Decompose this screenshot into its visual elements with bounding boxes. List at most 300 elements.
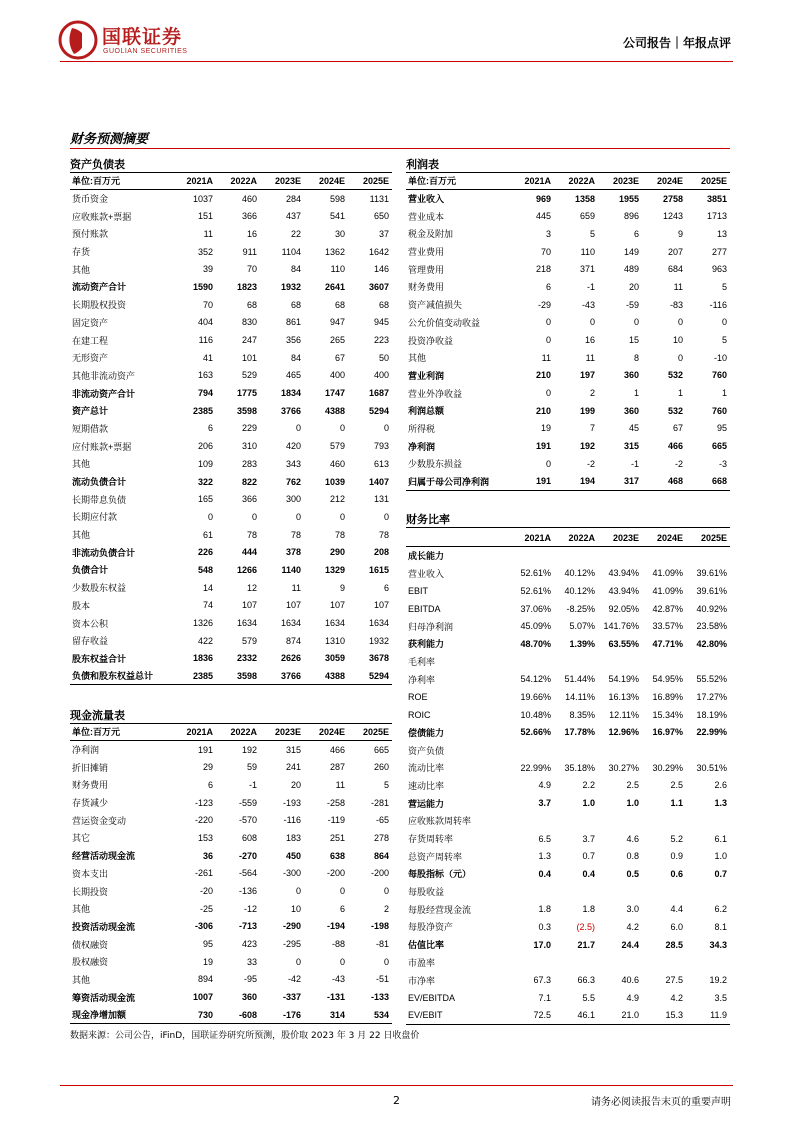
row-value: 28.5 <box>665 939 683 950</box>
row-value: -65 <box>375 815 389 826</box>
row-value: 107 <box>329 600 345 611</box>
row-value <box>686 883 730 901</box>
row-value: 356 <box>285 335 301 346</box>
row-value: 24.4 <box>621 939 639 950</box>
table-row <box>406 741 730 759</box>
table-header-row <box>70 172 392 190</box>
row-label: 负债和股东权益总计 <box>70 667 172 685</box>
row-value: 310 <box>241 441 257 452</box>
row-value: 1634 <box>280 618 301 629</box>
row-label: 少数股东权益 <box>72 583 127 594</box>
table-row <box>70 811 392 829</box>
row-value: 460 <box>241 193 257 204</box>
row-value: 7 <box>589 423 595 434</box>
row-value: 0 <box>545 335 551 346</box>
row-value: 0.9 <box>670 851 683 862</box>
row-value: 366 <box>241 211 257 222</box>
row-value: 0 <box>251 511 257 522</box>
logo-text-en: GUOLIAN SECURITIES <box>103 48 188 55</box>
table-row <box>406 883 730 901</box>
row-value: 13 <box>716 228 727 239</box>
row-value: 17.0 <box>533 939 551 950</box>
row-value: 163 <box>197 370 213 381</box>
row-label: 货币资金 <box>72 194 109 205</box>
table-row <box>406 190 730 208</box>
row-value: 4.9 <box>626 992 639 1003</box>
row-label: 营业收入 <box>408 568 445 579</box>
row-value: -133 <box>370 992 389 1003</box>
row-label: 股东权益合计 <box>72 653 127 664</box>
row-value: 5 <box>721 335 727 346</box>
row-label: ROIC <box>408 709 431 720</box>
row-label: 其它 <box>72 833 91 844</box>
row-value: 2641 <box>324 281 345 292</box>
row-label: ROE <box>408 692 428 703</box>
row-value: 1.8 <box>538 904 551 915</box>
row-value: 315 <box>285 744 301 755</box>
row-label: 利润总额 <box>408 406 445 417</box>
row-value: 39 <box>202 264 213 275</box>
balance-sheet-table <box>70 172 392 685</box>
data-source-note: 数据来源：公司公告，iFinD，国联证券研究所预测，股价取 2023 年 3 月 22 日收盘价 <box>70 1031 420 1041</box>
table-row <box>70 402 392 420</box>
row-value: 760 <box>711 405 727 416</box>
row-value: 0 <box>295 956 301 967</box>
table-row <box>406 260 730 278</box>
row-value: 16.13% <box>608 692 639 703</box>
row-value: -10 <box>713 352 727 363</box>
row-value: 14.11% <box>565 692 595 703</box>
row-value: -12 <box>243 903 257 914</box>
row-value: 548 <box>197 564 213 575</box>
row-value: 34.3 <box>709 939 727 950</box>
table-row <box>406 971 730 989</box>
row-label: 固定资产 <box>72 317 109 328</box>
header-year-cell: 2022A <box>216 723 260 741</box>
row-value: -81 <box>375 939 389 950</box>
table-row <box>70 455 392 473</box>
row-value <box>554 653 598 671</box>
table-row <box>406 794 730 812</box>
row-label: 净利润 <box>72 745 100 756</box>
row-label: 每股指标（元） <box>408 869 472 880</box>
row-label: 应付账款+票据 <box>72 441 132 452</box>
table-row <box>70 632 392 650</box>
row-label: 营业费用 <box>408 247 445 258</box>
header-year-cell: 2021A <box>172 723 216 741</box>
row-value <box>554 954 598 972</box>
row-value: 33.57% <box>652 621 683 632</box>
row-value: 0 <box>207 511 213 522</box>
row-value: 11 <box>291 582 301 593</box>
row-value: 1131 <box>369 193 389 204</box>
row-value: 283 <box>241 458 257 469</box>
row-value: 210 <box>535 370 551 381</box>
table-row <box>406 225 730 243</box>
row-value: 665 <box>711 441 727 452</box>
row-label: 净利润 <box>408 441 436 452</box>
row-value <box>598 954 642 972</box>
row-label: 财务费用 <box>72 780 109 791</box>
row-value: 1 <box>721 388 727 399</box>
row-value: -1 <box>248 779 257 790</box>
row-value: 36 <box>202 850 213 861</box>
table-row <box>406 564 730 582</box>
row-value <box>642 547 686 565</box>
header-year-cell: 2022A <box>554 172 598 190</box>
row-value: 40.12% <box>564 568 595 579</box>
row-value <box>598 741 642 759</box>
table-header-row <box>406 529 730 547</box>
row-value: 3 <box>545 228 551 239</box>
row-label: 长期带息负债 <box>72 494 127 505</box>
row-value: -713 <box>238 921 257 932</box>
row-value: -281 <box>370 797 389 808</box>
row-value: 47.71% <box>652 638 683 649</box>
row-value: 16 <box>584 335 595 346</box>
row-label: 在建工程 <box>72 335 109 346</box>
row-value: -564 <box>238 868 257 879</box>
row-value: 16 <box>246 228 257 239</box>
row-value: -25 <box>199 903 213 914</box>
row-value: 1836 <box>192 653 213 664</box>
row-value: 110 <box>330 264 345 275</box>
table-row <box>406 653 730 671</box>
balance-sheet-title: 资产负债表 <box>70 156 392 173</box>
row-value: 894 <box>197 974 213 985</box>
row-value: 210 <box>535 405 551 416</box>
row-value: 52.66% <box>520 727 551 738</box>
row-value: 5294 <box>368 405 389 416</box>
header-unit-cell: 单位:百万元 <box>70 723 172 741</box>
row-value: 84 <box>290 264 301 275</box>
row-value: 55.52% <box>696 674 727 685</box>
row-value: 1310 <box>324 635 345 646</box>
row-value <box>598 812 642 830</box>
row-label: 股本 <box>72 600 91 611</box>
row-value <box>642 812 686 830</box>
table-row <box>70 988 392 1006</box>
row-value: 116 <box>198 335 213 346</box>
row-value: 22.99% <box>696 727 727 738</box>
row-value: 2332 <box>236 653 257 664</box>
row-value: 1687 <box>368 388 389 399</box>
row-value: 39.61% <box>696 585 727 596</box>
row-value: 730 <box>172 1006 216 1024</box>
row-value: -1 <box>586 281 595 292</box>
row-value <box>510 812 554 830</box>
row-value: -131 <box>326 992 345 1003</box>
row-value: 59 <box>246 762 257 773</box>
row-value: 290 <box>329 547 345 558</box>
table-row <box>70 971 392 989</box>
table-row <box>70 420 392 438</box>
row-value: 1329 <box>324 564 345 575</box>
row-value: 360 <box>241 992 257 1003</box>
row-label: EV/EBITDA <box>408 992 456 1003</box>
row-value: 72.5 <box>510 1007 554 1025</box>
table-row <box>70 865 392 883</box>
row-value: 6 <box>207 779 213 790</box>
row-value <box>686 741 730 759</box>
row-value: 0 <box>383 423 389 434</box>
row-value <box>642 653 686 671</box>
row-label: 应收账款+票据 <box>72 211 132 222</box>
row-value: 762 <box>285 476 301 487</box>
row-value <box>686 954 730 972</box>
row-label: 归母净利润 <box>408 621 454 632</box>
row-value: 287 <box>329 762 345 773</box>
row-value: 107 <box>373 600 389 611</box>
table-row <box>70 935 392 953</box>
table-row <box>406 402 730 420</box>
header-unit-cell <box>406 529 510 547</box>
row-value: 1590 <box>192 281 213 292</box>
row-value: 684 <box>667 264 683 275</box>
row-value: 260 <box>373 762 389 773</box>
row-value: 1037 <box>192 193 213 204</box>
row-value: 78 <box>378 529 389 540</box>
row-value: 659 <box>579 211 595 222</box>
row-value: 68 <box>334 299 345 310</box>
row-value: 20 <box>628 281 639 292</box>
row-value: 366 <box>241 494 257 505</box>
row-label: 净利率 <box>408 674 436 685</box>
row-value: 2.6 <box>714 780 727 791</box>
row-label: 流动资产合计 <box>72 282 127 293</box>
row-value: 78 <box>246 529 257 540</box>
header-year-cell: 2021A <box>510 529 554 547</box>
row-value: 41.09% <box>652 568 683 579</box>
table-row <box>406 278 730 296</box>
row-value: 830 <box>241 317 257 328</box>
row-label: 股权融资 <box>72 957 109 968</box>
row-value: 22 <box>290 228 301 239</box>
table-row <box>406 367 730 385</box>
row-value: 0.7 <box>582 851 595 862</box>
row-label: 市净率 <box>408 975 436 986</box>
row-value: 0 <box>633 317 639 328</box>
row-value: 0 <box>545 388 551 399</box>
row-value: 78 <box>290 529 301 540</box>
row-value: 40.92% <box>696 603 727 614</box>
row-value: 0.8 <box>626 851 639 862</box>
row-value: 30.27% <box>608 762 639 773</box>
row-label: 财务费用 <box>408 282 445 293</box>
row-value <box>554 741 598 759</box>
row-value: 4.9 <box>538 780 551 791</box>
row-value: -123 <box>194 797 213 808</box>
row-value: -295 <box>282 939 301 950</box>
row-value: 360 <box>623 370 639 381</box>
row-value <box>686 653 730 671</box>
row-label: 每股经营现金流 <box>408 904 472 915</box>
row-value: 1 <box>677 388 683 399</box>
row-value: 343 <box>285 458 301 469</box>
row-value: 19.66% <box>520 692 551 703</box>
row-value: 0.4 <box>582 868 595 879</box>
row-value: 11.9 <box>686 1007 730 1025</box>
header-year-cell: 2023E <box>598 172 642 190</box>
row-label: 营业收入 <box>408 194 445 205</box>
row-value: 191 <box>510 473 554 491</box>
row-value: 665 <box>373 744 389 755</box>
row-label: 每股收益 <box>408 887 445 898</box>
row-value: 0.6 <box>670 868 683 879</box>
row-value: 40.12% <box>564 585 595 596</box>
row-value <box>642 954 686 972</box>
row-label: 负债合计 <box>72 565 109 576</box>
table-row <box>70 508 392 526</box>
row-value: 3851 <box>706 193 727 204</box>
row-value: 20 <box>290 779 301 790</box>
row-value: 21.0 <box>598 1007 642 1025</box>
row-label: 营业成本 <box>408 211 445 222</box>
row-value: 1713 <box>706 211 727 222</box>
row-value: 3.7 <box>582 833 595 844</box>
row-value: 4.4 <box>670 904 683 915</box>
row-value: 146 <box>373 264 389 275</box>
row-label: 非流动资产合计 <box>72 388 136 399</box>
row-label: 非流动负债合计 <box>72 547 136 558</box>
row-value: 12 <box>246 582 257 593</box>
row-value: 0 <box>545 317 551 328</box>
row-value: -194 <box>326 921 345 932</box>
table-row <box>70 314 392 332</box>
row-value: 0 <box>383 886 389 897</box>
row-value: 223 <box>373 335 389 346</box>
row-label: 现金净增加额 <box>70 1006 172 1024</box>
row-value: 489 <box>623 264 639 275</box>
row-value: 0 <box>721 317 727 328</box>
row-label: EV/EBIT <box>406 1007 510 1025</box>
row-label: 短期借款 <box>72 423 109 434</box>
row-value: 896 <box>623 211 639 222</box>
row-value: 300 <box>285 494 301 505</box>
row-value: 1.0 <box>582 798 595 809</box>
row-label: 管理费用 <box>408 264 445 275</box>
row-value: 0.7 <box>714 868 727 879</box>
table-row <box>406 243 730 261</box>
row-value: 95 <box>716 423 727 434</box>
row-value: 1007 <box>192 992 213 1003</box>
row-value: 1932 <box>368 635 389 646</box>
row-label: 获利能力 <box>408 639 445 650</box>
financial-ratios-table <box>406 529 730 1025</box>
row-value: 67.3 <box>533 975 551 986</box>
row-label: 营业外净收益 <box>408 388 463 399</box>
row-label: 成长能力 <box>408 551 445 562</box>
row-label: 流动比率 <box>408 763 445 774</box>
row-value: 70 <box>246 264 257 275</box>
row-label: 市盈率 <box>408 957 436 968</box>
row-value: 1.3 <box>538 851 551 862</box>
row-value: 2.2 <box>582 780 595 791</box>
row-value <box>510 883 554 901</box>
row-value: 423 <box>241 939 257 950</box>
row-value: 16.97% <box>652 727 683 738</box>
table-row <box>70 225 392 243</box>
row-label: 其他 <box>408 353 427 364</box>
row-value: -116 <box>709 299 727 310</box>
row-value: 8.35% <box>569 709 595 720</box>
header-year-cell: 2025E <box>348 723 392 741</box>
row-value: 3.0 <box>626 904 639 915</box>
row-value: 11 <box>585 352 595 363</box>
table-row <box>406 1007 730 1025</box>
row-label: 存货 <box>72 247 91 258</box>
table-row <box>406 954 730 972</box>
table-row <box>70 296 392 314</box>
row-value: 10 <box>290 903 301 914</box>
row-value: 400 <box>373 370 389 381</box>
row-value: 529 <box>241 370 257 381</box>
row-label: 无形资产 <box>72 353 109 364</box>
row-value: 11 <box>673 281 683 292</box>
row-value <box>554 812 598 830</box>
row-value: -2 <box>674 458 683 469</box>
row-value: 8.1 <box>714 921 727 932</box>
row-value: 6 <box>633 228 639 239</box>
row-value: 2626 <box>280 653 301 664</box>
table-row <box>406 812 730 830</box>
row-label: 债权融资 <box>72 939 109 950</box>
table-row <box>70 829 392 847</box>
header-year-cell: 2023E <box>260 172 304 190</box>
row-value: 3.7 <box>538 798 551 809</box>
row-value: 95 <box>202 939 213 950</box>
row-value: 278 <box>373 832 389 843</box>
row-value: 101 <box>241 352 257 363</box>
row-value: 2.5 <box>626 780 639 791</box>
row-value: 822 <box>241 476 257 487</box>
row-value: 45.09% <box>520 621 551 632</box>
row-value: 1.3 <box>714 798 727 809</box>
row-value <box>510 653 554 671</box>
row-value: 1.39% <box>569 638 595 649</box>
row-value: 191 <box>197 744 213 755</box>
row-value: 206 <box>197 441 213 452</box>
table-row <box>406 706 730 724</box>
row-value: 37.06% <box>520 603 551 614</box>
logo-mark-icon <box>58 20 98 60</box>
row-value: 251 <box>329 832 345 843</box>
table-row <box>70 1006 392 1024</box>
table-row <box>406 547 730 565</box>
row-value: 4.6 <box>626 833 639 844</box>
row-value: 608 <box>241 832 257 843</box>
table-row <box>406 600 730 618</box>
row-value: 0 <box>339 956 345 967</box>
row-value: 314 <box>304 1006 348 1024</box>
row-value: -270 <box>238 850 257 861</box>
header-year-cell: 2024E <box>304 172 348 190</box>
row-value: 6.1 <box>714 833 727 844</box>
row-value: 183 <box>285 832 301 843</box>
row-value: 2758 <box>662 193 683 204</box>
row-value: 241 <box>285 762 301 773</box>
row-value: 1932 <box>280 281 301 292</box>
row-label: 其他 <box>72 459 91 470</box>
row-value: 9 <box>677 228 683 239</box>
table-row <box>70 776 392 794</box>
row-value: 30.29% <box>652 762 683 773</box>
table-row <box>70 741 392 759</box>
row-value: -119 <box>327 815 345 826</box>
row-label: 资产总计 <box>72 406 109 417</box>
row-value: 911 <box>242 246 257 257</box>
row-value: -88 <box>331 939 345 950</box>
